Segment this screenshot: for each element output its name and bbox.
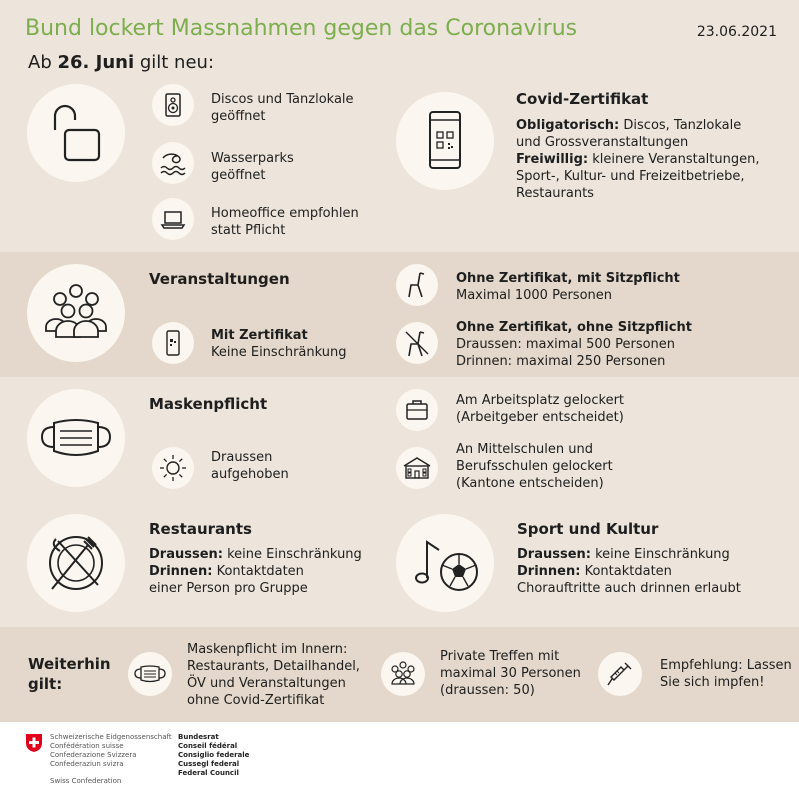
masks-work-line2: (Arbeitgeber entscheidet) xyxy=(456,410,624,425)
syringe-icon-circle xyxy=(598,652,642,696)
restaurants-indoor-text2: einer Person pro Gruppe xyxy=(149,581,308,596)
still-valid-vacc-line2: Sie sich impfen! xyxy=(660,675,765,690)
still-valid-mask-line3: ÖV und Veranstaltungen xyxy=(187,676,346,691)
no-chair-icon xyxy=(402,328,432,358)
masks-outdoor-line2: aufgehoben xyxy=(211,467,289,482)
cert-phone-icon-circle xyxy=(152,322,194,364)
certificate-body xyxy=(516,117,759,202)
events-with-cert xyxy=(211,327,347,361)
syringe-icon xyxy=(605,659,635,689)
events-with-cert-text: Keine Einschränkung xyxy=(211,345,347,360)
sport-circle xyxy=(396,514,494,612)
masks-school-line1: An Mittelschulen und xyxy=(456,442,594,457)
openings-item-3-line1: Homeoffice empfohlen xyxy=(211,206,359,221)
group-icon-circle xyxy=(381,652,425,696)
group-people-icon xyxy=(386,660,420,688)
openings-item-2-line2: geöffnet xyxy=(211,168,266,183)
footer-federal-council xyxy=(178,733,249,778)
face-mask-icon xyxy=(36,413,116,463)
footer-council-fr: Conseil fédéral xyxy=(178,742,238,750)
events-seated-label: Ohne Zertifikat, mit Sitzpflicht xyxy=(456,271,680,286)
restaurants-body xyxy=(149,546,362,597)
footer-council-rm: Cussegl federal xyxy=(178,760,240,768)
sport-indoor-label: Drinnen: xyxy=(517,564,581,579)
footer-council-it: Consiglio federale xyxy=(178,751,250,759)
events-unseated-text1: Draussen: maximal 500 Personen xyxy=(456,337,676,352)
certificate-obligatory-text2: und Grossveranstaltungen xyxy=(516,135,689,150)
still-valid-meetings xyxy=(440,648,581,699)
still-valid-meet-line1: Private Treffen mit xyxy=(440,649,560,664)
still-valid-meet-line3: (draussen: 50) xyxy=(440,683,535,698)
certificate-obligatory-label: Obligatorisch: xyxy=(516,118,620,133)
masks-school xyxy=(456,441,613,492)
sport-outdoor-label: Draussen: xyxy=(517,547,591,562)
publish-date: 23.06.2021 xyxy=(696,24,777,40)
still-valid-heading-line1: Weiterhin xyxy=(28,655,111,673)
speaker-icon-circle xyxy=(152,84,194,126)
restaurants-outdoor-text: keine Einschränkung xyxy=(222,547,362,562)
still-valid-heading xyxy=(28,654,111,694)
footer-lang-rm: Confederaziun svizra xyxy=(50,760,124,768)
footer-council-en: Federal Council xyxy=(178,769,239,777)
events-seated xyxy=(456,270,680,304)
events-unseated xyxy=(456,319,692,370)
briefcase-icon xyxy=(403,396,431,424)
page-title: Bund lockert Massnahmen gegen das Coronavirus xyxy=(25,16,578,41)
still-valid-meet-line2: maximal 30 Personen xyxy=(440,666,581,681)
face-mask-small-icon xyxy=(133,663,167,685)
openings-item-3 xyxy=(211,205,359,239)
events-with-cert-label: Mit Zertifikat xyxy=(211,328,308,343)
still-valid-mask-line4: ohne Covid-Zertifikat xyxy=(187,693,325,708)
music-football-icon xyxy=(405,528,485,598)
crowd-icon xyxy=(39,281,113,345)
school-icon-circle xyxy=(396,447,438,489)
laptop-icon-circle xyxy=(152,198,194,240)
restaurants-outdoor-label: Draussen: xyxy=(149,547,223,562)
events-circle xyxy=(27,264,125,362)
footer-lang-en: Swiss Confederation xyxy=(50,777,122,785)
restaurants-heading: Restaurants xyxy=(149,520,252,538)
laptop-icon xyxy=(158,204,188,234)
still-valid-vacc-line1: Empfehlung: Lassen xyxy=(660,658,792,673)
footer-lang-de: Schweizerische Eidgenossenschaft xyxy=(50,733,172,741)
restaurants-indoor-label: Drinnen: xyxy=(149,564,213,579)
openings-item-3-line2: statt Pflicht xyxy=(211,223,286,238)
chair-icon xyxy=(403,270,431,300)
certificate-voluntary-text: kleinere Veranstaltungen, xyxy=(588,152,760,167)
waterpark-icon xyxy=(158,148,188,178)
footer-council-de: Bundesrat xyxy=(178,733,219,741)
masks-school-line3: (Kantone entscheiden) xyxy=(456,476,604,491)
openings-item-1 xyxy=(211,91,354,125)
events-unseated-text2: Drinnen: maximal 250 Personen xyxy=(456,354,666,369)
sport-indoor-text2: Chorauftritte auch drinnen erlaubt xyxy=(517,581,741,596)
speaker-icon xyxy=(159,91,187,119)
unlock-circle xyxy=(27,84,125,182)
footer-confederation-names xyxy=(50,733,172,786)
school-building-icon xyxy=(401,454,433,482)
openings-item-1-line2: geöffnet xyxy=(211,109,266,124)
restaurants-circle xyxy=(27,514,125,612)
footer-lang-fr: Confédération suisse xyxy=(50,742,124,750)
masks-school-line2: Berufsschulen gelockert xyxy=(456,459,613,474)
masks-outdoor-line1: Draussen xyxy=(211,450,273,465)
certificate-voluntary-text3: Restaurants xyxy=(516,186,594,201)
plate-cutlery-icon xyxy=(36,523,116,603)
certificate-voluntary-label: Freiwillig: xyxy=(516,152,589,167)
padlock-open-icon xyxy=(41,98,111,168)
phone-qr-small-icon xyxy=(159,328,187,358)
restaurants-indoor-text: Kontaktdaten xyxy=(212,564,304,579)
sun-icon-circle xyxy=(152,447,194,489)
masks-work xyxy=(456,392,624,426)
sport-body xyxy=(517,546,741,597)
openings-item-2 xyxy=(211,150,294,184)
phone-qr-icon xyxy=(415,106,475,176)
certificate-obligatory-text: Discos, Tanzlokale xyxy=(619,118,742,133)
sport-outdoor-text: keine Einschränkung xyxy=(590,547,730,562)
sport-indoor-text: Kontaktdaten xyxy=(580,564,672,579)
still-valid-mask-line2: Restaurants, Detailhandel, xyxy=(187,659,360,674)
openings-item-2-line1: Wasserparks xyxy=(211,151,294,166)
events-seated-text: Maximal 1000 Personen xyxy=(456,288,612,303)
certificate-voluntary-text2: Sport-, Kultur- und Freizeitbetriebe, xyxy=(516,169,745,184)
subtitle-post: gilt neu: xyxy=(134,52,215,73)
events-heading: Veranstaltungen xyxy=(149,270,290,288)
subtitle-pre: Ab xyxy=(28,52,58,73)
footer-lang-it: Confederazione Svizzera xyxy=(50,751,137,759)
certificate-circle xyxy=(396,92,494,190)
briefcase-icon-circle xyxy=(396,389,438,431)
chair-icon-circle xyxy=(396,264,438,306)
events-unseated-label: Ohne Zertifikat, ohne Sitzpflicht xyxy=(456,320,692,335)
certificate-heading: Covid-Zertifikat xyxy=(516,90,649,108)
page-subtitle xyxy=(28,52,214,73)
waterpark-icon-circle xyxy=(152,142,194,184)
masks-work-line1: Am Arbeitsplatz gelockert xyxy=(456,393,625,408)
openings-item-1-line1: Discos und Tanzlokale xyxy=(211,92,354,107)
sun-icon xyxy=(158,453,188,483)
masks-circle xyxy=(27,389,125,487)
still-valid-heading-line2: gilt: xyxy=(28,675,63,693)
masks-outdoor xyxy=(211,449,289,483)
still-valid-mask-line1: Maskenpflicht im Innern: xyxy=(187,642,348,657)
still-valid-mask xyxy=(187,641,360,709)
still-valid-vaccination xyxy=(660,657,792,691)
masks-heading: Maskenpflicht xyxy=(149,395,268,413)
sport-heading: Sport und Kultur xyxy=(517,520,659,538)
subtitle-date: 26. Juni xyxy=(57,52,135,73)
swiss-coat-of-arms-icon xyxy=(25,733,43,753)
mask-small-icon-circle xyxy=(128,652,172,696)
no-chair-icon-circle xyxy=(396,322,438,364)
